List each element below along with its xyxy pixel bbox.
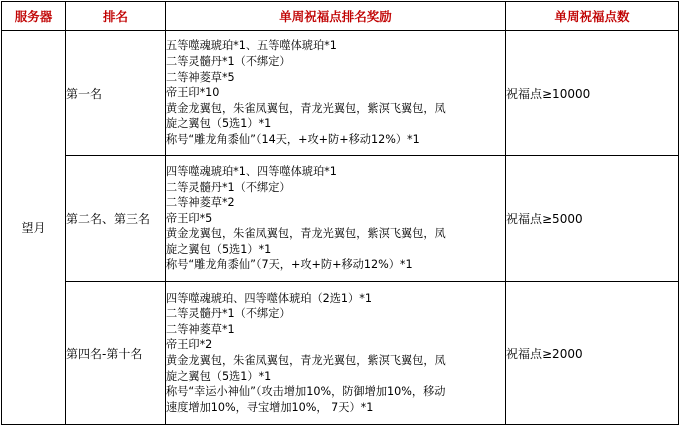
reward-line: 二等神菱草*5 (166, 70, 235, 84)
reward-table (1, 1, 679, 425)
header-reward: 单周祝福点排名奖励 (166, 2, 506, 31)
reward-line: 五等噬魂琥珀*1、五等噬体琥珀*1 (166, 39, 337, 53)
reward-line: 黄金龙翼包，朱雀凤翼包，青龙光翼包，紫溟飞翼包，凤 (166, 227, 446, 241)
reward-line: 二等灵髓丹*1（不绑定） (166, 55, 291, 69)
reward-line: 四等噬魂琥珀、四等噬体琥珀（2选1）*1 (166, 291, 372, 305)
table-row (2, 156, 679, 282)
reward-line: 旋之翼包（5选1）*1 (166, 369, 272, 383)
rank-cell: 第一名 (66, 31, 166, 156)
reward-line: 称号“幸运小神仙”（攻击增加10%，防御增加10%，移动 (166, 385, 446, 399)
reward-cell (166, 156, 506, 282)
reward-line: 帝王印*5 (166, 211, 213, 225)
reward-line: 旋之翼包（5选1）*1 (166, 117, 272, 131)
header-rank: 排名 (66, 2, 166, 31)
reward-line: 帝王印*10 (166, 86, 220, 100)
reward-line: 称号“雕龙角黍仙”（14天，+攻+防+移动12%）*1 (166, 132, 420, 146)
rank-cell: 第四名-第十名 (66, 282, 166, 425)
table-row (2, 282, 679, 425)
rank-cell: 第二名、第三名 (66, 156, 166, 282)
reward-line: 黄金龙翼包，朱雀凤翼包，青龙光翼包，紫溟飞翼包，凤 (166, 354, 446, 367)
reward-line: 黄金龙翼包，朱雀凤翼包，青龙光翼包，紫溟飞翼包，凤 (166, 101, 446, 115)
reward-cell (166, 282, 506, 425)
server-name: 望月 (2, 31, 66, 425)
header-server: 服务器 (2, 2, 66, 31)
reward-line: 帝王印*2 (166, 338, 213, 352)
reward-line: 二等神菱草*1 (166, 322, 235, 336)
reward-line: 二等灵髓丹*1（不绑定） (166, 180, 291, 194)
points-cell: 祝福点≥2000 (506, 282, 679, 425)
reward-cell (166, 31, 506, 156)
header-row (2, 2, 679, 31)
reward-line: 速度增加10%，寻宝增加10%， 7天）*1 (166, 400, 374, 414)
reward-line: 二等神菱草*2 (166, 196, 235, 210)
reward-line: 四等噬魂琥珀*1、四等噬体琥珀*1 (166, 164, 337, 178)
reward-line: 二等灵髓丹*1（不绑定） (166, 307, 291, 321)
reward-line: 旋之翼包（5选1）*1 (166, 242, 272, 256)
points-cell: 祝福点≥5000 (506, 156, 679, 282)
reward-line: 称号“雕龙角黍仙”（7天，+攻+防+移动12%）*1 (166, 258, 413, 272)
points-cell: 祝福点≥10000 (506, 31, 679, 156)
header-points: 单周祝福点数 (506, 2, 679, 31)
table-row (2, 31, 679, 156)
